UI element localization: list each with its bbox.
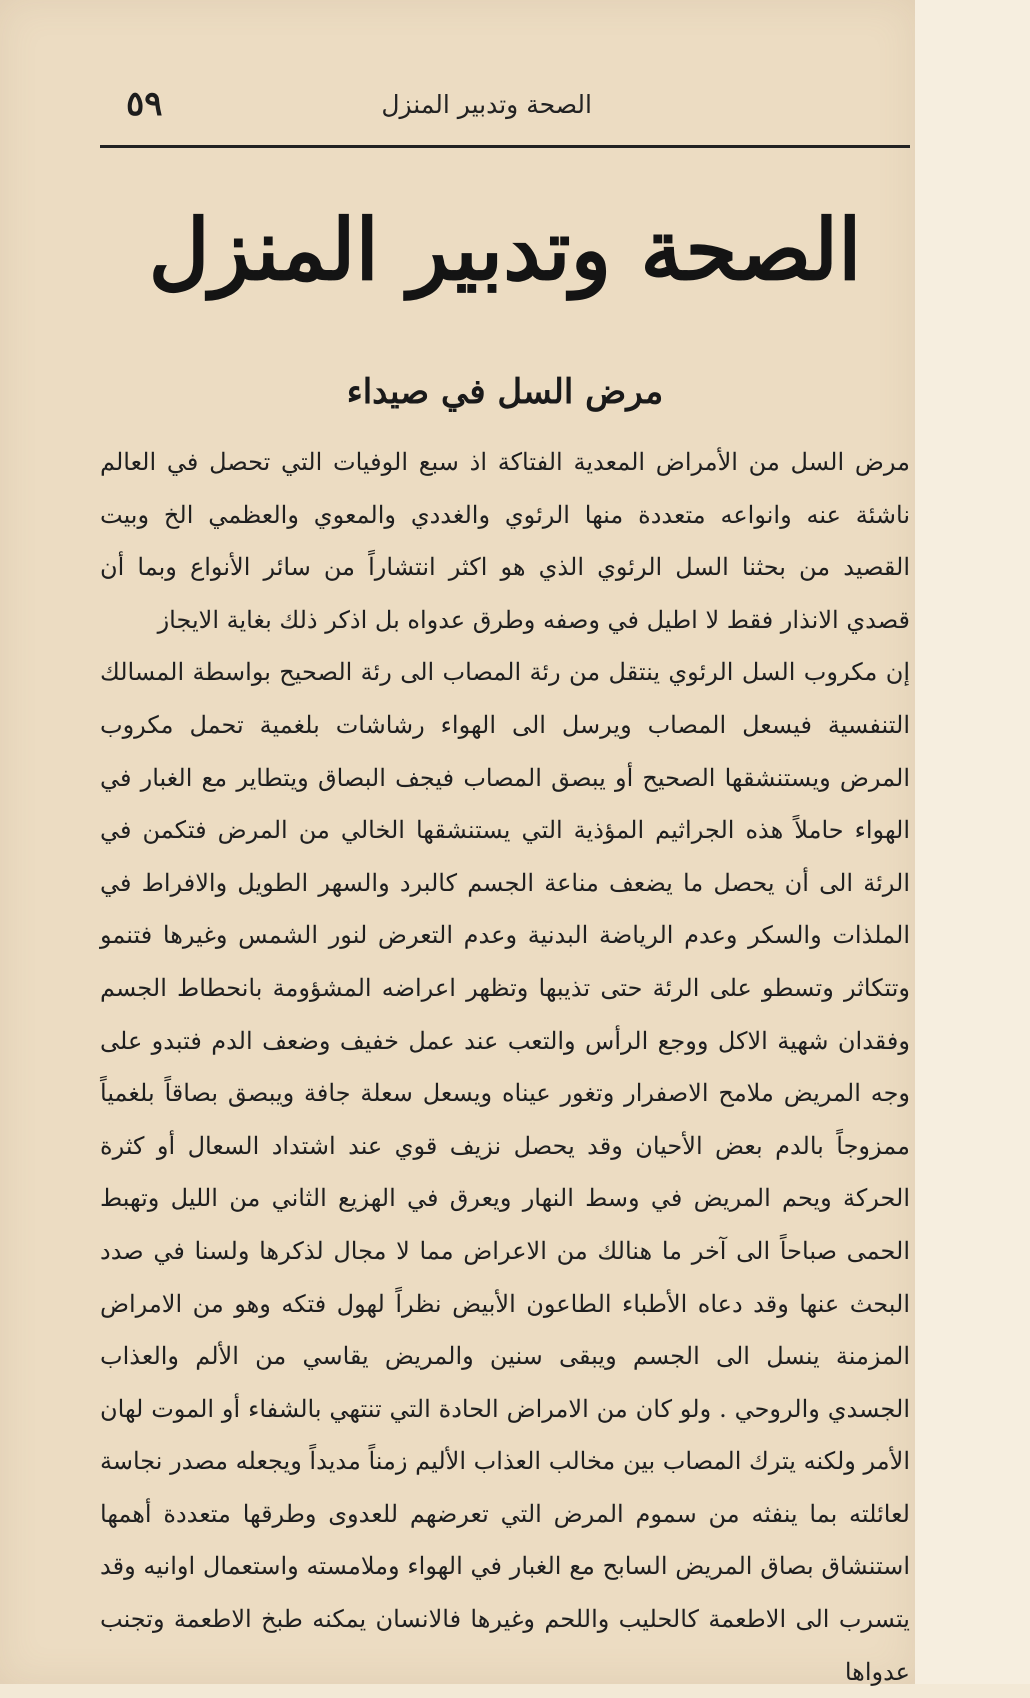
article-title: الصحة وتدبير المنزل [148,200,862,299]
page-number: ٥٩ [126,84,163,124]
article-body [100,436,910,1698]
paragraph-1: مرض السل من الأمراض المعدية الفتاكة اذ سبع الوفيات التي تحصل في العالم ناشئة عنه وانواعه متعددة منها الرئوي والغددي والمعوي والعظمي الخ وبيت القصيد من بحثنا السل الرئوي الذي هو اكثر انتشاراً من سائر الأنواع وبما أن قصدي الانذار فقط لا اطيل في وصفه وطرق عدواه بل اذكر ذلك بغاية الايجاز [100,448,910,634]
header-divider [100,145,910,148]
article-subtitle: مرض السل في صيداء [346,372,664,412]
page-header [100,84,910,132]
running-title: الصحة وتدبير المنزل [381,90,592,119]
paragraph-2: إن مكروب السل الرئوي ينتقل من رئة المصاب الى رئة الصحيح بواسطة المسالك التنفسية فيسعل المصاب ويرسل الى الهواء رشاشات بلغمية تحمل مكروب المرض ويستنشقها الصحيح أو يبصق المصاب فيجف البصاق ويتطاير مع الغبار في الهواء حاملاً هذه الجراثيم المؤذية التي يستنشقها الخالي من المرض فتكمن في الرئة الى أن يحصل ما يضعف مناعة الجسم كالبرد والسهر الطويل والافراط في الملذات والسكر وعدم الرياضة البدنية وعدم التعرض لنور الشمس وغيرها فتنمو وتتكاثر وتسطو على الرئة حتى تذيبها وتظهر اعراضه المشؤومة بانحطاط الجسم وفقدان شهية الاكل ووجع الرأس والتعب عند عمل خفيف وضعف الدم فتبدو على وجه المريض ملامح الاصفرار وتغور عيناه ويسعل سعلة جافة ويبصق بصاقاً بلغمياً ممزوجاً بالدم بعض الأحيان وقد يحصل نزيف قوي عند اشتداد السعال أو كثرة الحركة ويحم المريض في وسط النهار ويعرق في الهزيع الثاني من الليل وتهبط الحمى صباحاً الى آخر ما هنالك من الاعراض مما لا مجال لذكرها ولسنا في صدد البحث عنها وقد دعاه الأطباء الطاعون الأبيض نظراً لهول فتكه وهو من الامراض المزمنة ينسل الى الجسم ويبقى سنين والمريض يقاسي من الألم والعذاب الجسدي والروحي . ولو كان من الامراض الحادة التي تنتهي بالشفاء أو الموت لهان الأمر ولكنه يترك المصاب بين مخالب العذاب الأليم زمناً مديداً ويجعله مصدر نجاسة لعائلته بما ينفثه من سموم المرض التي تعرضهم للعدوى وطرقها متعددة أهمها استنشاق بصاق المريض السابح مع الغبار في الهواء وملامسته واستعمال اوانيه وقد يتسرب الى الاطعمة كالحليب واللحم وغيرها فالانسان يمكنه طبخ الاطعمة وتجنب عدواها [100,658,910,1686]
page-margin [915,0,1030,1684]
